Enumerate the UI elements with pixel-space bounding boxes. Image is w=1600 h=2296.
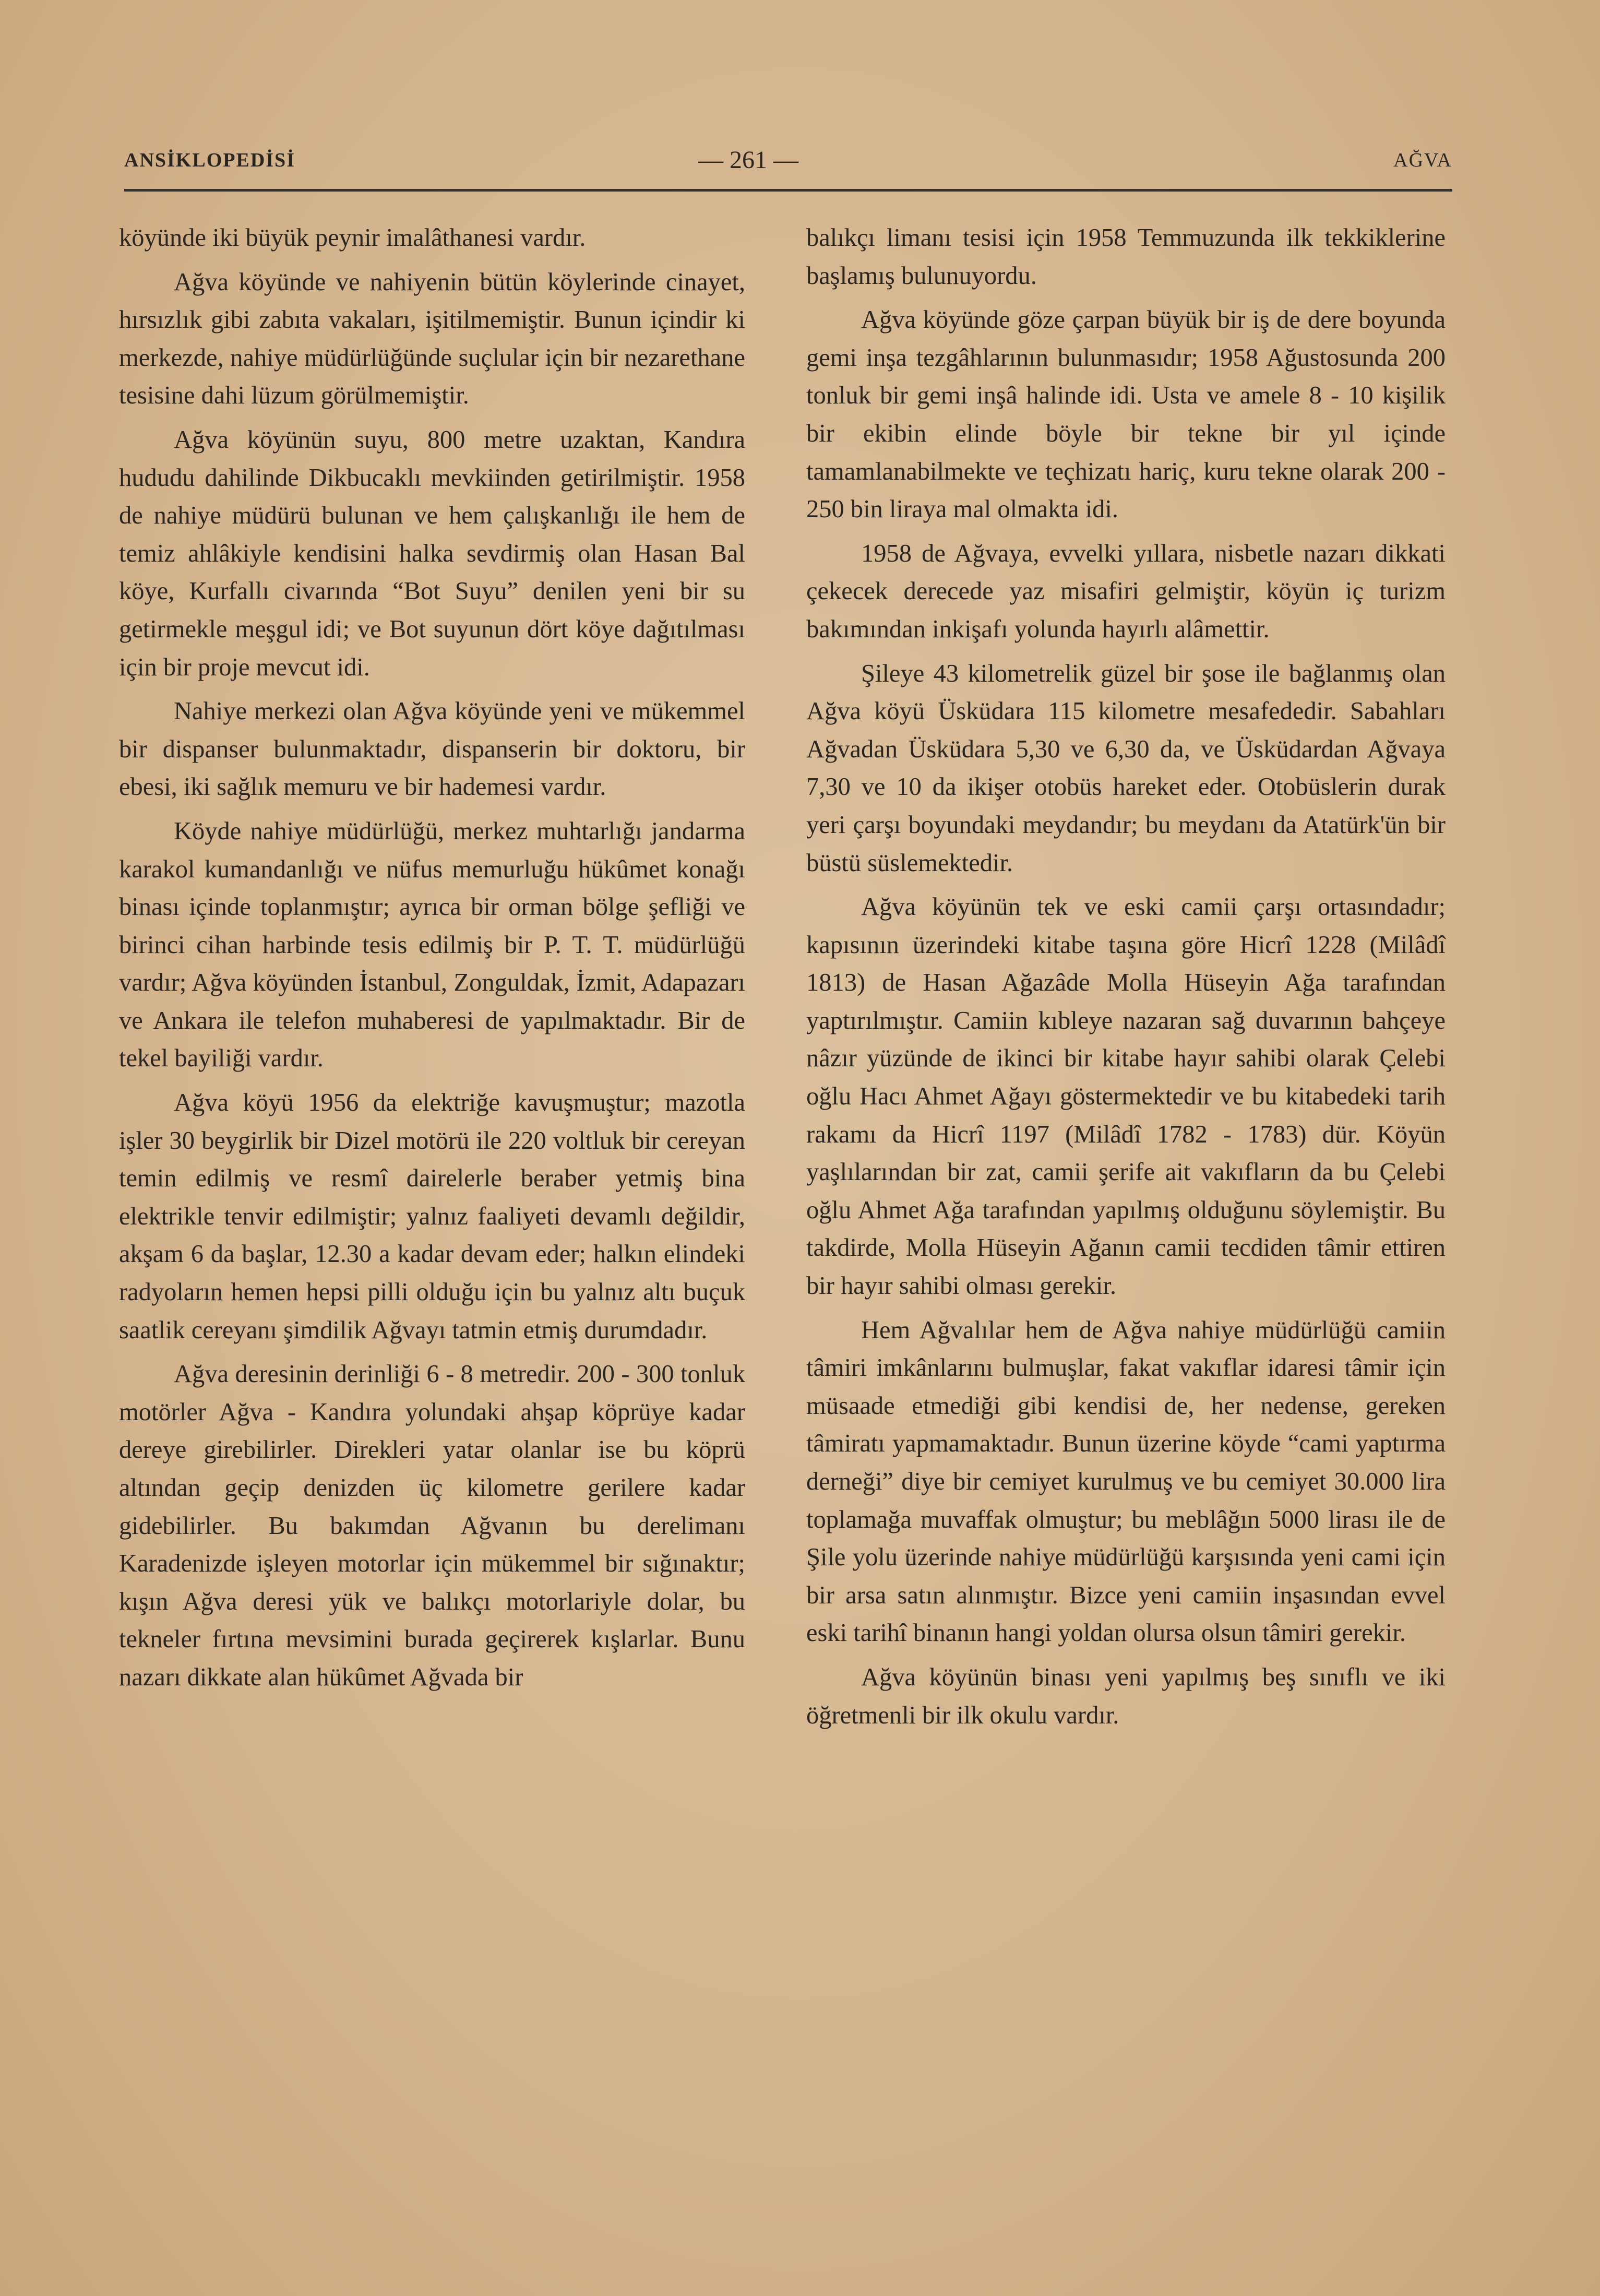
page-number: — 261 —: [698, 146, 798, 174]
paragraph: Ağva köyünün suyu, 800 metre uzaktan, Kandıra hududu dahilinde Dikbucaklı mevkiinden getirilmiştir. 1958 de nahiye müdürü bulunan ve hem çalışkanlığı ile hem de temiz ahlâkiyle kendisini halka sevdirmiş olan Hasan Bal köye, Kurfallı civarında “Bot Suyu” denilen yeni bir su getirmekle meşgul idi; ve Bot suyunun dört köye dağıtılması için bir proje mevcut idi.: [119, 425, 745, 681]
page-header: [124, 146, 1452, 191]
paragraph: Köyde nahiye müdürlüğü, merkez muhtarlığı jandarma karakol kumandanlığı ve nüfus memurluğu hükûmet konağı binası içinde toplanmıştır; ayrıca bir orman bölge şefliği ve birinci cihan harbinde tesis edilmiş bir P. T. T. müdürlüğü vardır; Ağva köyünden İstanbul, Zonguldak, İzmit, Adapazarı ve Ankara ile telefon muhaberesi de yapılmaktadır. Bir de tekel bayiliği vardır.: [119, 817, 745, 1073]
running-header-right: AĞVA: [1393, 149, 1452, 171]
paragraph: Ağva köyünde göze çarpan büyük bir iş de dere boyunda gemi inşa tezgâhlarının bulunmasıdır; 1958 Ağustosunda 200 tonluk bir gemi inşâ halinde idi. Usta ve amele 8 - 10 kişilik bir ekibin elinde böyle bir tekne bir yıl içinde tamamlanabilmekte ve teçhizatı hariç, kuru tekne olarak 200 - 250 bin liraya mal olmakta idi.: [806, 306, 1446, 524]
paragraph: 1958 de Ağvaya, evvelki yıllara, nisbetle nazarı dikkati çekecek derecede yaz misafiri gelmiştir, köyün iç turizm bakımından inkişafı yolunda hayırlı alâmettir.: [806, 539, 1446, 643]
paragraph: Ağva köyünün binası yeni yapılmış beş sınıflı ve iki öğretmenli bir ilk okulu vardır.: [806, 1663, 1446, 1729]
paragraph: balıkçı limanı tesisi için 1958 Temmuzunda ilk tekkiklerine başlamış bulunuyordu.: [806, 224, 1446, 290]
paragraph: Nahiye merkezi olan Ağva köyünde yeni ve mükemmel bir dispanser bulunmaktadır, dispanserin bir doktoru, bir ebesi, iki sağlık memuru ve bir hademesi vardır.: [119, 697, 745, 801]
paragraph: Ağva köyünün tek ve eski camii çarşı ortasındadır; kapısının üzerindeki kitabe taşına göre Hicrî 1228 (Milâdî 1813) de Hasan Ağazâde Molla Hüseyin Ağa tarafından yaptırılmıştır. Camiin kıbleye nazaran sağ duvarının bahçeye nâzır yüzünde de ikinci bir kitabe hayır sahibi olarak Çelebi oğlu Hacı Ahmet Ağayı göstermektedir ve bu kitabedeki tarih rakamı da Hicrî 1197 (Milâdî 1782 - 1783) dür. Köyün yaşlılarından bir zat, camii şerife ait vakıfların da bu Çelebi oğlu Ahmet Ağa tarafından yapılmış olduğunu söylemiştir. Bu takdirde, Molla Hüseyin Ağanın camii tecdiden tâmir ettiren bir hayır sahibi olması gerekir.: [806, 893, 1446, 1300]
paragraph: Hem Ağvalılar hem de Ağva nahiye müdürlüğü camiin tâmiri imkânlarını bulmuşlar, fakat vakıflar idaresi tâmir için müsaade etmediği gibi kendisi de, her nedense, gereken tâmiratı yapmamaktadır. Bunun üzerine köyde “cami yaptırma derneği” diye bir cemiyet kurulmuş ve bu cemiyet 30.000 lira toplamağa muvaffak olmuştur; bu meblâğın 5000 lirası ile de Şile yolu üzerinde nahiye müdürlüğü karşısında yeni cami için bir arsa satın alınmıştır. Bizce yeni camiin inşasından evvel eski tarihî binanın hangi yoldan olursa olsun tâmiri gerekir.: [806, 1316, 1446, 1647]
header-rule: [124, 189, 1452, 192]
left-column: [119, 219, 745, 1697]
paragraph: Ağva köyü 1956 da elektriğe kavuşmuştur; mazotla işler 30 beygirlik bir Dizel motörü ile 220 voltluk bir cereyan temin edilmiş ve resmî dairelerle beraber yetmiş bina elektrikle tenvir edilmiştir; yalnız faaliyeti devamlı değildir, akşam 6 da başlar, 12.30 a kadar devam eder; halkın elindeki radyoların hemen hepsi pilli olduğu için bu yalnız altı buçuk saatlik cereyanı şimdilik Ağvayı tatmin etmiş durumdadır.: [119, 1089, 745, 1344]
paragraph: köyünde iki büyük peynir imalâthanesi vardır.: [119, 224, 586, 252]
paragraph: Şileye 43 kilometrelik güzel bir şose ile bağlanmış olan Ağva köyü Üsküdara 115 kilometre mesafededir. Sabahları Ağvadan Üsküdara 5,30 ve 6,30 da, ve Üsküdardan Ağvaya 7,30 ve 10 da ikişer otobüs hareket eder. Otobüslerin durak yeri çarşı boyundaki meydandır; bu meydanı da Atatürk'ün bir büstü süslemektedir.: [806, 659, 1446, 877]
running-header-left: ANSİKLOPEDİSİ: [124, 149, 295, 171]
paragraph: Ağva deresinin derinliği 6 - 8 metredir. 200 - 300 tonluk motörler Ağva - Kandıra yolundaki ahşap köprüye kadar dereye girebilirler. Direkleri yatar olanlar ise bu köprü altından geçip denizden üç kilometre gerilere kadar gidebilirler. Bu bakımdan Ağvanın bu derelimanı Karadenizde işleyen motorlar için mükemmel bir sığınaktır; kışın Ağva deresi yük ve balıkçı motorlariyle dolar, bu tekneler fırtına mevsimini burada geçirerek kışlarlar. Bunu nazarı dikkate alan hükûmet Ağvada bir: [119, 1360, 745, 1691]
paragraph: Ağva köyünde ve nahiyenin bütün köylerinde cinayet, hırsızlık gibi zabıta vakaları, işitilmemiştir. Bunun içindir ki merkezde, nahiye müdürlüğünde suçlular için bir nezarethane tesisine dahi lüzum görülmemiştir.: [119, 268, 745, 410]
right-column: [806, 219, 1446, 1734]
